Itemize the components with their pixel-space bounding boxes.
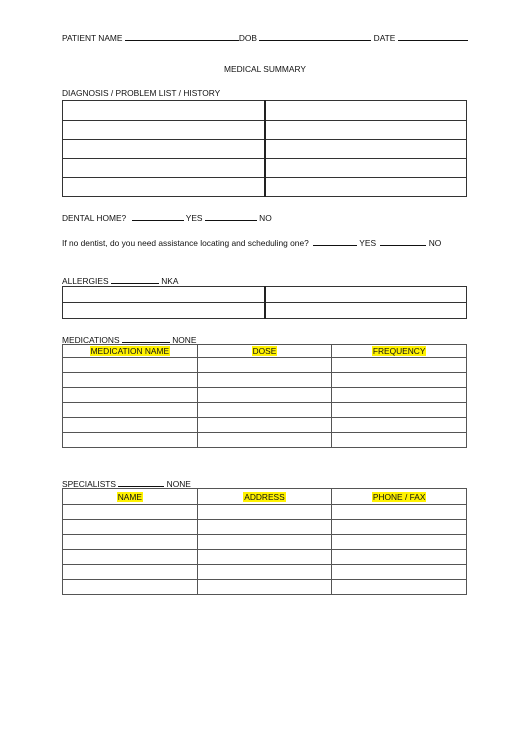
specialists-field[interactable] — [118, 478, 164, 487]
diagnosis-cell[interactable] — [63, 159, 265, 178]
table-cell[interactable] — [63, 520, 198, 535]
diagnosis-cell[interactable] — [63, 178, 265, 197]
dental-assist-line — [62, 237, 441, 248]
table-cell[interactable] — [197, 433, 332, 448]
diagnosis-cell[interactable] — [63, 140, 265, 159]
nka-label: NKA — [161, 276, 179, 286]
table-cell[interactable] — [197, 373, 332, 388]
header-line — [62, 32, 468, 43]
specialists-header-cell — [197, 489, 332, 505]
specialists-header-cell — [332, 489, 467, 505]
table-cell[interactable] — [63, 388, 198, 403]
table-cell[interactable] — [63, 535, 198, 550]
table-cell[interactable] — [197, 403, 332, 418]
table-cell[interactable] — [332, 535, 467, 550]
date-label: DATE — [373, 33, 396, 43]
allergies-table — [62, 286, 467, 319]
table-cell[interactable] — [197, 520, 332, 535]
table-cell[interactable] — [332, 433, 467, 448]
table-row — [63, 418, 467, 433]
patient-name-label: PATIENT NAME — [62, 33, 123, 43]
col-phone-fax: PHONE / FAX — [372, 491, 426, 502]
table-row — [63, 388, 467, 403]
specialists-none-label: NONE — [166, 479, 191, 489]
patient-name-field[interactable] — [125, 32, 239, 41]
specialists-header-cell — [63, 489, 198, 505]
specialists-table — [62, 488, 467, 595]
diagnosis-label: DIAGNOSIS / PROBLEM LIST / HISTORY — [62, 88, 221, 98]
table-cell[interactable] — [63, 358, 198, 373]
diagnosis-cell[interactable] — [265, 159, 467, 178]
dental-no-label: NO — [259, 213, 272, 223]
diagnosis-cell[interactable] — [265, 121, 467, 140]
medications-none-label: NONE — [172, 335, 197, 345]
dob-label: DOB — [238, 33, 257, 43]
dental-home-line — [62, 212, 272, 223]
table-cell[interactable] — [332, 373, 467, 388]
dental-no-field[interactable] — [205, 212, 257, 221]
allergies-line — [62, 275, 178, 286]
table-cell[interactable] — [332, 358, 467, 373]
diagnosis-cell[interactable] — [265, 178, 467, 197]
allergy-cell[interactable] — [265, 303, 467, 319]
allergy-cell[interactable] — [63, 303, 265, 319]
date-field[interactable] — [398, 32, 468, 41]
assist-yes-field[interactable] — [313, 237, 357, 246]
table-row — [63, 403, 467, 418]
table-cell[interactable] — [197, 505, 332, 520]
table-cell[interactable] — [63, 580, 198, 595]
allergy-cell[interactable] — [265, 287, 467, 303]
dob-field[interactable] — [259, 32, 371, 41]
table-row — [63, 373, 467, 388]
specialists-label: SPECIALISTS — [62, 479, 116, 489]
table-cell[interactable] — [332, 418, 467, 433]
medications-header-cell — [332, 345, 467, 358]
table-cell[interactable] — [63, 403, 198, 418]
medications-label: MEDICATIONS — [62, 335, 120, 345]
table-row — [63, 550, 467, 565]
table-row — [63, 505, 467, 520]
table-cell[interactable] — [63, 565, 198, 580]
table-cell[interactable] — [332, 520, 467, 535]
table-cell[interactable] — [332, 580, 467, 595]
dental-home-question: DENTAL HOME? — [62, 213, 127, 223]
table-cell[interactable] — [63, 550, 198, 565]
table-cell[interactable] — [332, 388, 467, 403]
table-cell[interactable] — [332, 403, 467, 418]
medications-header-cell — [63, 345, 198, 358]
table-row — [63, 535, 467, 550]
table-cell[interactable] — [197, 535, 332, 550]
diagnosis-cell[interactable] — [265, 140, 467, 159]
diagnosis-cell[interactable] — [63, 121, 265, 140]
table-cell[interactable] — [197, 388, 332, 403]
diagnosis-cell[interactable] — [265, 101, 467, 121]
medications-field[interactable] — [122, 334, 170, 343]
table-cell[interactable] — [332, 565, 467, 580]
assist-no-field[interactable] — [380, 237, 426, 246]
dental-yes-field[interactable] — [132, 212, 184, 221]
dental-yes-label: YES — [185, 213, 203, 223]
col-frequency: FREQUENCY — [372, 346, 426, 356]
table-cell[interactable] — [63, 373, 198, 388]
table-row — [63, 520, 467, 535]
col-name: NAME — [117, 491, 142, 502]
table-row — [63, 358, 467, 373]
assist-no-label: NO — [428, 238, 442, 248]
table-row — [63, 565, 467, 580]
col-medication-name: MEDICATION NAME — [90, 346, 170, 356]
table-row — [63, 433, 467, 448]
table-cell[interactable] — [197, 418, 332, 433]
table-cell[interactable] — [332, 505, 467, 520]
table-cell[interactable] — [197, 565, 332, 580]
table-cell[interactable] — [197, 550, 332, 565]
table-cell[interactable] — [197, 580, 332, 595]
dental-assist-question: If no dentist, do you need assistance locating and scheduling one? — [62, 238, 309, 248]
diagnosis-cell[interactable] — [63, 101, 265, 121]
allergy-cell[interactable] — [63, 287, 265, 303]
allergies-label: ALLERGIES — [62, 276, 109, 286]
table-cell[interactable] — [63, 505, 198, 520]
medications-table — [62, 344, 467, 448]
col-dose: DOSE — [252, 346, 277, 356]
table-row — [63, 580, 467, 595]
table-cell[interactable] — [197, 358, 332, 373]
medications-header-cell — [197, 345, 332, 358]
diagnosis-table — [62, 100, 467, 197]
table-cell[interactable] — [63, 418, 198, 433]
col-address: ADDRESS — [244, 491, 285, 502]
allergies-field[interactable] — [111, 275, 159, 284]
page-title: MEDICAL SUMMARY — [224, 64, 306, 74]
table-cell[interactable] — [332, 550, 467, 565]
assist-yes-label: YES — [359, 238, 377, 248]
table-cell[interactable] — [63, 433, 198, 448]
